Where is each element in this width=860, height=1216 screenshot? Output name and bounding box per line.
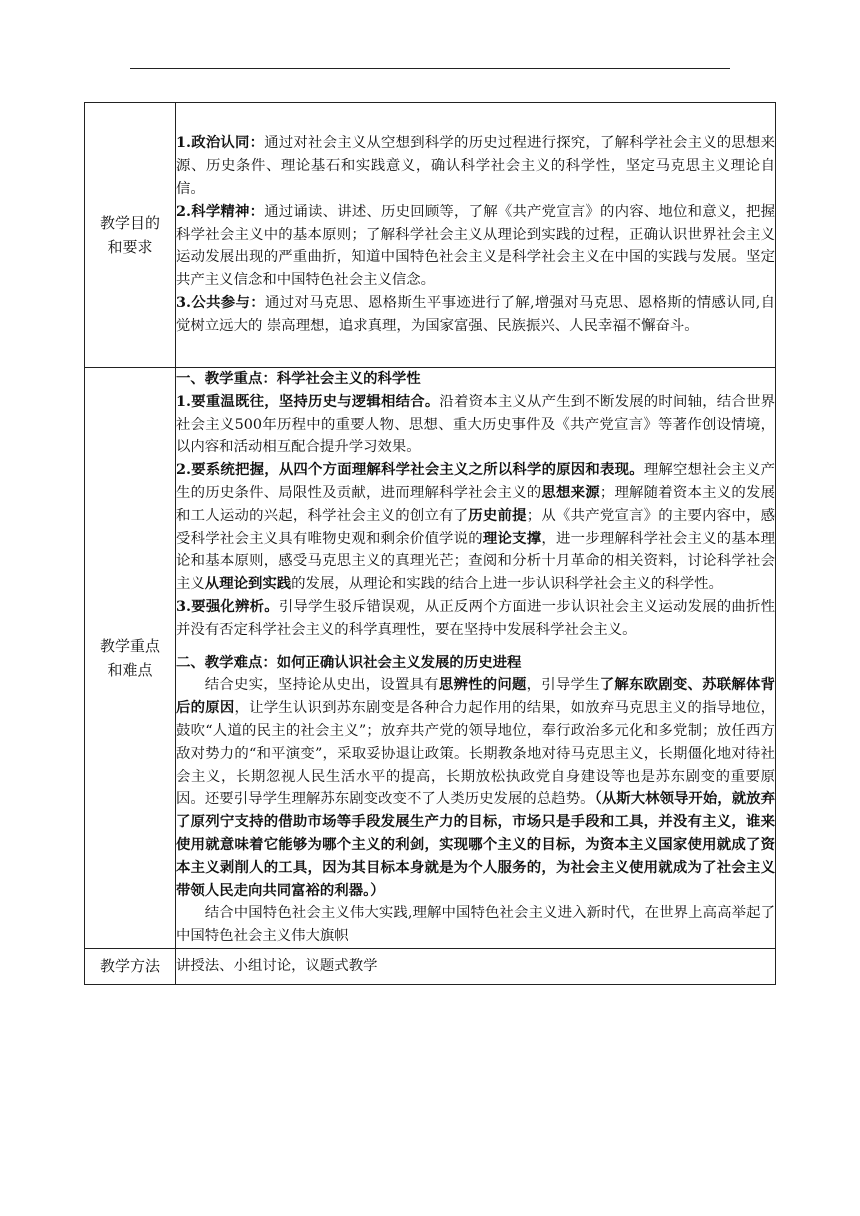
goal-item-3-text: 通过对马克思、恩格斯生平事迹进行了解,增强对马克思、恩格斯的情感认同,自觉树立远大的 崇高理想，追求真理，为国家富强、民族振兴、人民幸福不懈奋斗。 <box>176 294 775 334</box>
focus-label-line-1: 教学重点 <box>99 636 160 655</box>
focus-content <box>176 368 776 949</box>
difficulty-1-text-1: 结合史实，坚持论从史出，设置具有 <box>204 677 439 694</box>
difficulty-1-bold-3: （从斯大林领导开始，就放弃了原列宁支持的借助市场等手段发展生产力的目标，市场只是手段和工具，并没有主义，谁来使用就意味着它能够为哪个主义的利剑，实现哪个主义的目标，为资本主义国家使用就成了资本主义剥削人的工具，因为其目标本身就是为个人服务的，为社会主义使用就成为了社会主义带领人民走向共同富裕的利器。） <box>176 790 775 899</box>
key-point-3-text: 引导学生驳斥错误观，从正反两个方面进一步认识社会主义运动发展的曲折性并没有否定科学社会主义的科学真理性，要在坚持中发展科学社会主义。 <box>176 598 775 638</box>
goal-item-2 <box>176 201 775 292</box>
difficulty-paragraph-2: 结合中国特色社会主义伟大实践,理解中国特色社会主义进入新时代，在世界上高高举起了中国特色社会主义伟大旗帜 <box>176 905 775 945</box>
key-point-2-bold-3: 理论支撑 <box>482 529 542 547</box>
goals-label-line-2: 和要求 <box>107 238 153 256</box>
goal-item-3-head: 3.公共参与： <box>176 293 265 311</box>
goal-item-2-head: 2.科学精神： <box>176 202 265 220</box>
key-point-2-text-5: 的发展，从理论和实践的结合上进一步认识科学社会主义的科学性。 <box>291 576 723 593</box>
focus-label-line-2: 和难点 <box>107 660 153 679</box>
key-point-2-text-2: ；理解随着资本主义的发展和工人运动的兴起，科学社会主义的创立有了 <box>176 484 775 524</box>
goal-item-2-text: 通过诵读、讲述、历史回顾等，了解《共产党宣言》的内容、地位和意义，把握科学社会主义中的基本原则；了解科学社会主义从理论到实践的过程，正确认识世界社会主义运动发展出现的严重曲折，知道中国特色社会主义是科学社会主义在中国的实践与发展。坚定共产主义信念和中国特色社会主义信念。 <box>176 203 775 289</box>
key-point-1-text: 沿着资本主义从产生到不断发展的时间轴，结合世界社会主义500年历程中的重要人物、思想、重大历史事件及《共产党宣言》等著作创设情境，以内容和活动相互配合提升学习效果。 <box>176 393 775 456</box>
key-point-2-bold-1: 思想来源 <box>541 483 600 501</box>
difficulty-paragraph-1 <box>176 674 775 902</box>
difficulty-1-bold-2: 了解东欧剧变、苏联解体背后的原因 <box>176 676 775 717</box>
goals-row <box>85 103 776 368</box>
method-label: 教学方法 <box>85 948 176 984</box>
goal-item-1-text: 通过对社会主义从空想到科学的历史过程进行探究，了解科学社会主义的思想来源、历史条件、理论基石和实践意义，确认科学社会主义的科学性，坚定马克思主义理论自信。 <box>176 135 775 197</box>
method-content: 讲授法、小组讨论，议题式教学 <box>176 948 776 984</box>
goal-item-3 <box>176 292 775 338</box>
key-point-3-head: 3.要强化辨析。 <box>176 597 279 615</box>
goal-item-1 <box>176 132 775 200</box>
goals-content <box>176 103 776 368</box>
key-point-2-text-3: ；从《共产党宣言》的主要内容中，感受科学社会主义具有唯物史观和剩余价值学说的 <box>176 507 775 547</box>
difficulty-1-bold-1: 思辨性的问题 <box>438 676 527 694</box>
goal-item-1-head: 1.政治认同： <box>176 134 265 152</box>
section-gap <box>176 642 775 652</box>
key-point-2-bold-2: 历史前提 <box>468 506 527 524</box>
key-point-2-bold-4: 从理论到实践 <box>204 575 292 593</box>
key-point-2 <box>176 459 775 596</box>
method-row <box>85 948 776 984</box>
key-point-2-text-4: ，进一步理解科学社会主义的基本理论和基本原则，感受马克思主义的真理光芒；查阅和分析十月革命的相关资料，讨论科学社会主义 <box>176 530 775 593</box>
lesson-plan-table <box>84 102 776 985</box>
key-point-1-head: 1.要重温既往，坚持历史与逻辑相结合。 <box>176 392 440 410</box>
key-point-3 <box>176 596 775 642</box>
difficulty-title: 二、教学难点：如何正确认识社会主义发展的历史进程 <box>176 653 522 671</box>
focus-label <box>85 368 176 949</box>
key-point-1 <box>176 391 775 459</box>
difficulty-1-text-3: ，让学生认识到苏东剧变是各种合力起作用的结果，如放弃马克思主义的指导地位，鼓吹“人道的民主的社会主义”；放弃共产党的领导地位，奉行政治多元化和多党制；放任西方敌对势力的“和平演变”，采取妥协退让政策。长期教条地对待马克思主义，长期僵化地对待社会主义，长期忽视人民生活水平的提高，长期放松执政党自身建设等也是苏东剧变的重要原因。还要引导学生理解苏东剧变改变不了人类历史发展的总趋势。 <box>176 700 775 808</box>
key-point-2-text-1: 理解空想社会主义产生的历史条件、局限性及贡献，进而理解科学社会主义的 <box>176 462 775 501</box>
focus-row <box>85 368 776 949</box>
difficulty-1-text-2: ，引导学生 <box>526 677 600 694</box>
key-points-title: 一、教学重点：科学社会主义的科学性 <box>176 370 421 387</box>
key-point-2-head: 2.要系统把握，从四个方面理解科学社会主义之所以科学的原因和表现。 <box>176 461 644 479</box>
goals-label <box>85 103 176 368</box>
header-rule <box>130 68 730 69</box>
goals-label-line-1: 教学目的 <box>99 214 160 232</box>
